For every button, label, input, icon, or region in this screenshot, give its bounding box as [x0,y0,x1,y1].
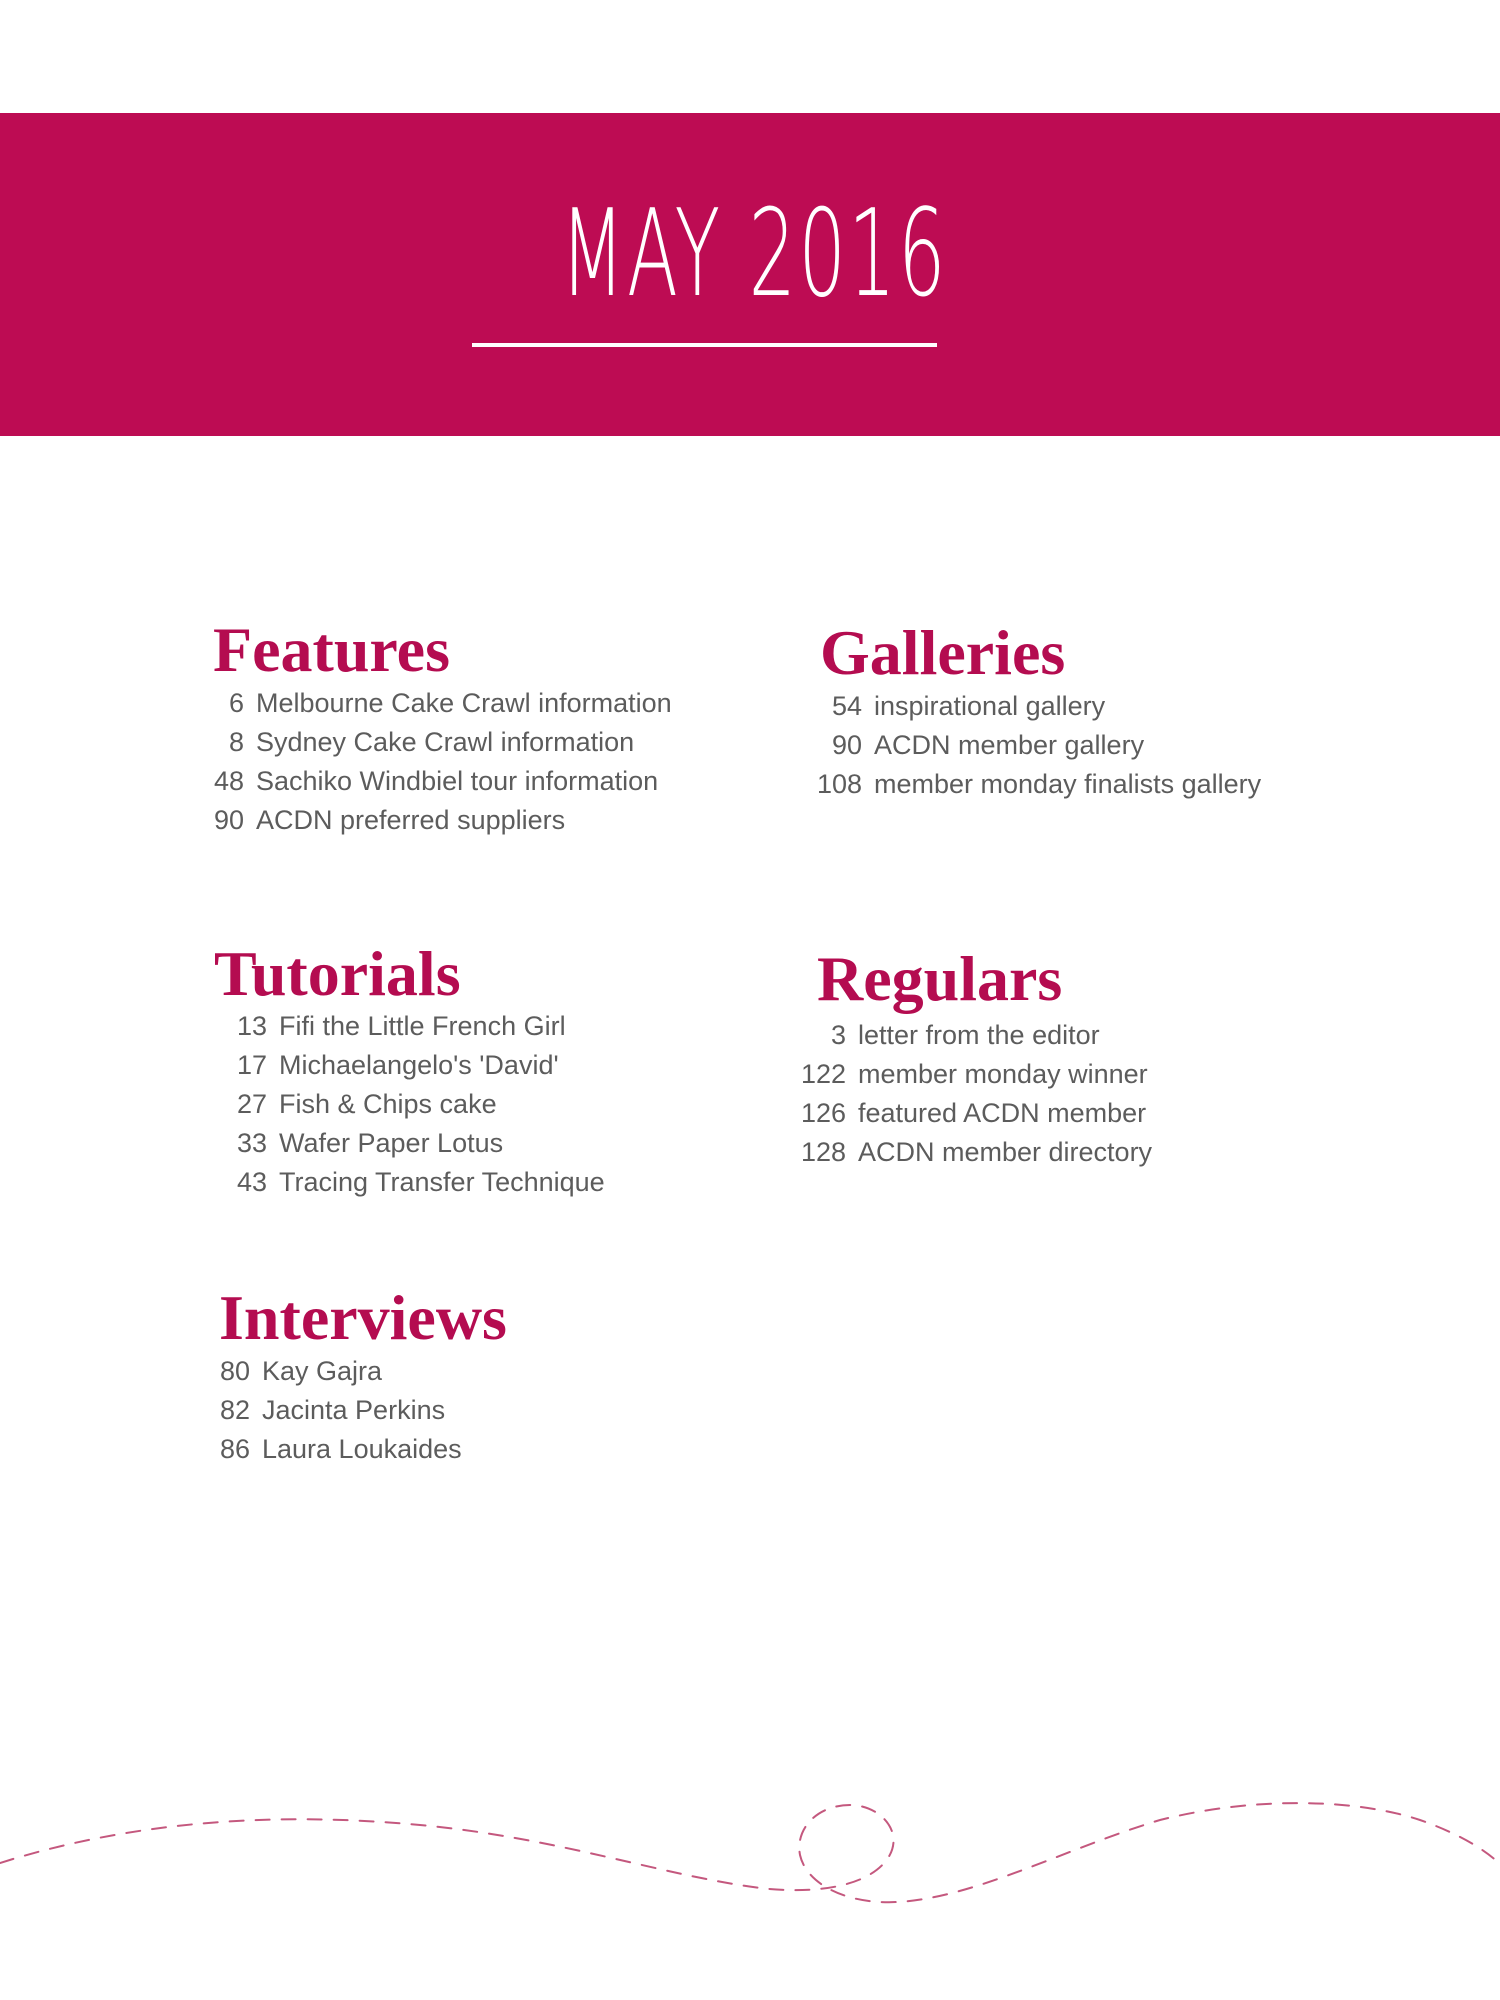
toc-entry[interactable] [800,1133,1152,1172]
entry-title: Wafer Paper Lotus [279,1128,504,1158]
page-number: 90 [831,730,862,760]
galleries-list [805,687,1261,804]
page-number: 54 [831,691,862,721]
entry-title: Tracing Transfer Technique [279,1167,605,1197]
entry-title: Michaelangelo's 'David' [279,1050,559,1080]
tutorials-section [214,939,605,1202]
page-number: 13 [236,1011,267,1041]
toc-entry[interactable] [800,1016,1152,1055]
entry-title: Laura Loukaides [262,1434,462,1464]
page-number: 27 [236,1089,267,1119]
toc-entry[interactable] [805,687,1261,726]
interviews-list [219,1352,507,1469]
toc-entry[interactable] [213,684,672,723]
page-number: 122 [800,1059,846,1089]
page-number: 86 [219,1434,250,1464]
entry-title: ACDN member gallery [874,730,1145,760]
toc-entry[interactable] [213,723,672,762]
page-number: 126 [800,1098,846,1128]
dashed-loop-decoration [0,1780,1500,1930]
toc-entry[interactable] [800,1055,1152,1094]
entry-title: Melbourne Cake Crawl information [256,688,672,718]
page-number: 33 [236,1128,267,1158]
page-number: 90 [213,805,244,835]
toc-entry[interactable] [214,1085,605,1124]
toc-entry[interactable] [214,1124,605,1163]
toc-entry[interactable] [805,765,1261,804]
page-number: 48 [213,766,244,796]
page-number: 6 [228,688,244,718]
page-number: 128 [800,1137,846,1167]
entry-title: ACDN preferred suppliers [256,805,566,835]
toc-entry[interactable] [800,1094,1152,1133]
issue-title: MAY 2016 [560,185,948,324]
page-number: 17 [236,1050,267,1080]
page-number: 108 [816,769,862,799]
dashed-loop-line [0,1803,1500,1902]
toc-entry[interactable] [219,1430,507,1469]
toc-entry[interactable] [214,1046,605,1085]
tutorials-heading: Tutorials [214,938,461,1009]
entry-title: letter from the editor [858,1020,1100,1050]
entry-title: member monday finalists gallery [874,769,1262,799]
interviews-heading: Interviews [219,1282,507,1353]
page-number: 80 [219,1356,250,1386]
entry-title: ACDN member directory [858,1137,1153,1167]
features-section [213,615,672,840]
entry-title: Sachiko Windbiel tour information [256,766,659,796]
toc-entry[interactable] [213,762,672,801]
toc-entry[interactable] [805,726,1261,765]
entry-title: Kay Gajra [262,1356,383,1386]
entry-title: Fish & Chips cake [279,1089,497,1119]
entry-title: featured ACDN member [858,1098,1147,1128]
galleries-heading: Galleries [820,617,1066,688]
features-list [213,684,672,840]
entry-title: inspirational gallery [874,691,1106,721]
tutorials-list [214,1007,605,1202]
entry-title: Sydney Cake Crawl information [256,727,635,757]
interviews-section [219,1283,507,1469]
regulars-heading: Regulars [817,943,1063,1014]
galleries-section [805,618,1261,804]
toc-entry[interactable] [214,1007,605,1046]
toc-entry[interactable] [219,1391,507,1430]
page-number: 82 [219,1395,250,1425]
page-number: 8 [228,727,244,757]
toc-entry[interactable] [214,1163,605,1202]
page-number: 43 [236,1167,267,1197]
regulars-list [800,1016,1152,1172]
regulars-section [800,944,1152,1172]
page-number: 3 [830,1020,846,1050]
entry-title: Fifi the Little French Girl [279,1011,566,1041]
toc-entry[interactable] [213,801,672,840]
toc-entry[interactable] [219,1352,507,1391]
features-heading: Features [213,614,450,685]
entry-title: member monday winner [858,1059,1148,1089]
entry-title: Jacinta Perkins [262,1395,446,1425]
title-underline [472,343,937,347]
